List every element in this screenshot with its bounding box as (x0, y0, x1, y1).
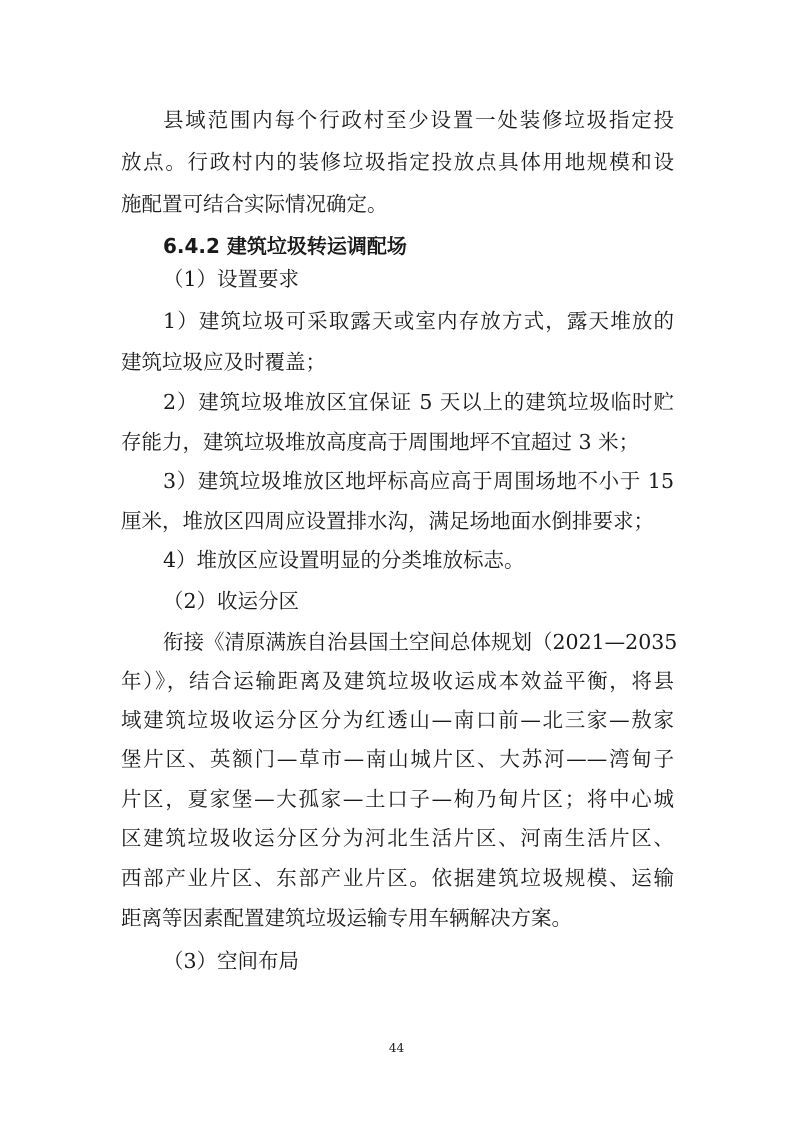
paragraph-line: 2）建筑垃圾堆放区宜保证 5 天以上的建筑垃圾临时贮 (163, 390, 674, 414)
paragraph-line: 建筑垃圾应及时覆盖； (121, 350, 326, 374)
paragraph-line: 衔接《清原满族自治县国土空间总体规划（2021—2035 (163, 630, 678, 654)
paragraph-line: 放点。行政村内的装修垃圾指定投放点具体用地规模和设 (121, 150, 674, 174)
paragraph-line: 县域范围内每个行政村至少设置一处装修垃圾指定投 (163, 108, 674, 132)
paragraph-line: 存能力，建筑垃圾堆放高度高于周围地坪不宜超过 3 米； (121, 430, 640, 454)
paragraph-line: 年）》，结合运输距离及建筑垃圾收运成本效益平衡，将县 (121, 669, 674, 693)
paragraph-line: 区建筑垃圾收运分区分为河北生活片区、河南生活片区、 (121, 826, 674, 850)
subsection-heading: （1）设置要求 (163, 267, 300, 291)
paragraph-line: 4）堆放区应设置明显的分类堆放标志。 (163, 548, 525, 572)
subsection-heading: （2）收运分区 (163, 589, 300, 613)
paragraph-line: 片区，夏家堡—大孤家—土口子—枸乃甸片区；将中心城 (121, 787, 674, 811)
paragraph-line: 3）建筑垃圾堆放区地坪标高应高于周围场地不小于 15 (163, 469, 674, 493)
paragraph-line: 施配置可结合实际情况确定。 (121, 192, 388, 216)
paragraph-line: 堡片区、英额门—草市—南山城片区、大苏河——湾甸子 (121, 747, 674, 771)
section-heading: 6.4.2 建筑垃圾转运调配场 (163, 234, 407, 258)
paragraph-line: 距离等因素配置建筑垃圾运输专用车辆解决方案。 (121, 906, 572, 930)
paragraph-line: 域建筑垃圾收运分区分为红透山—南口前—北三家—敖家 (121, 708, 674, 732)
paragraph-line: 厘米，堆放区四周应设置排水沟，满足场地面水倒排要求； (121, 509, 654, 533)
paragraph-line: 1）建筑垃圾可采取露天或室内存放方式，露天堆放的 (163, 309, 674, 333)
paragraph-line: 西部产业片区、东部产业片区。依据建筑垃圾规模、运输 (121, 866, 674, 890)
page-number: 44 (388, 1041, 405, 1055)
subsection-heading: （3）空间布局 (163, 949, 300, 973)
